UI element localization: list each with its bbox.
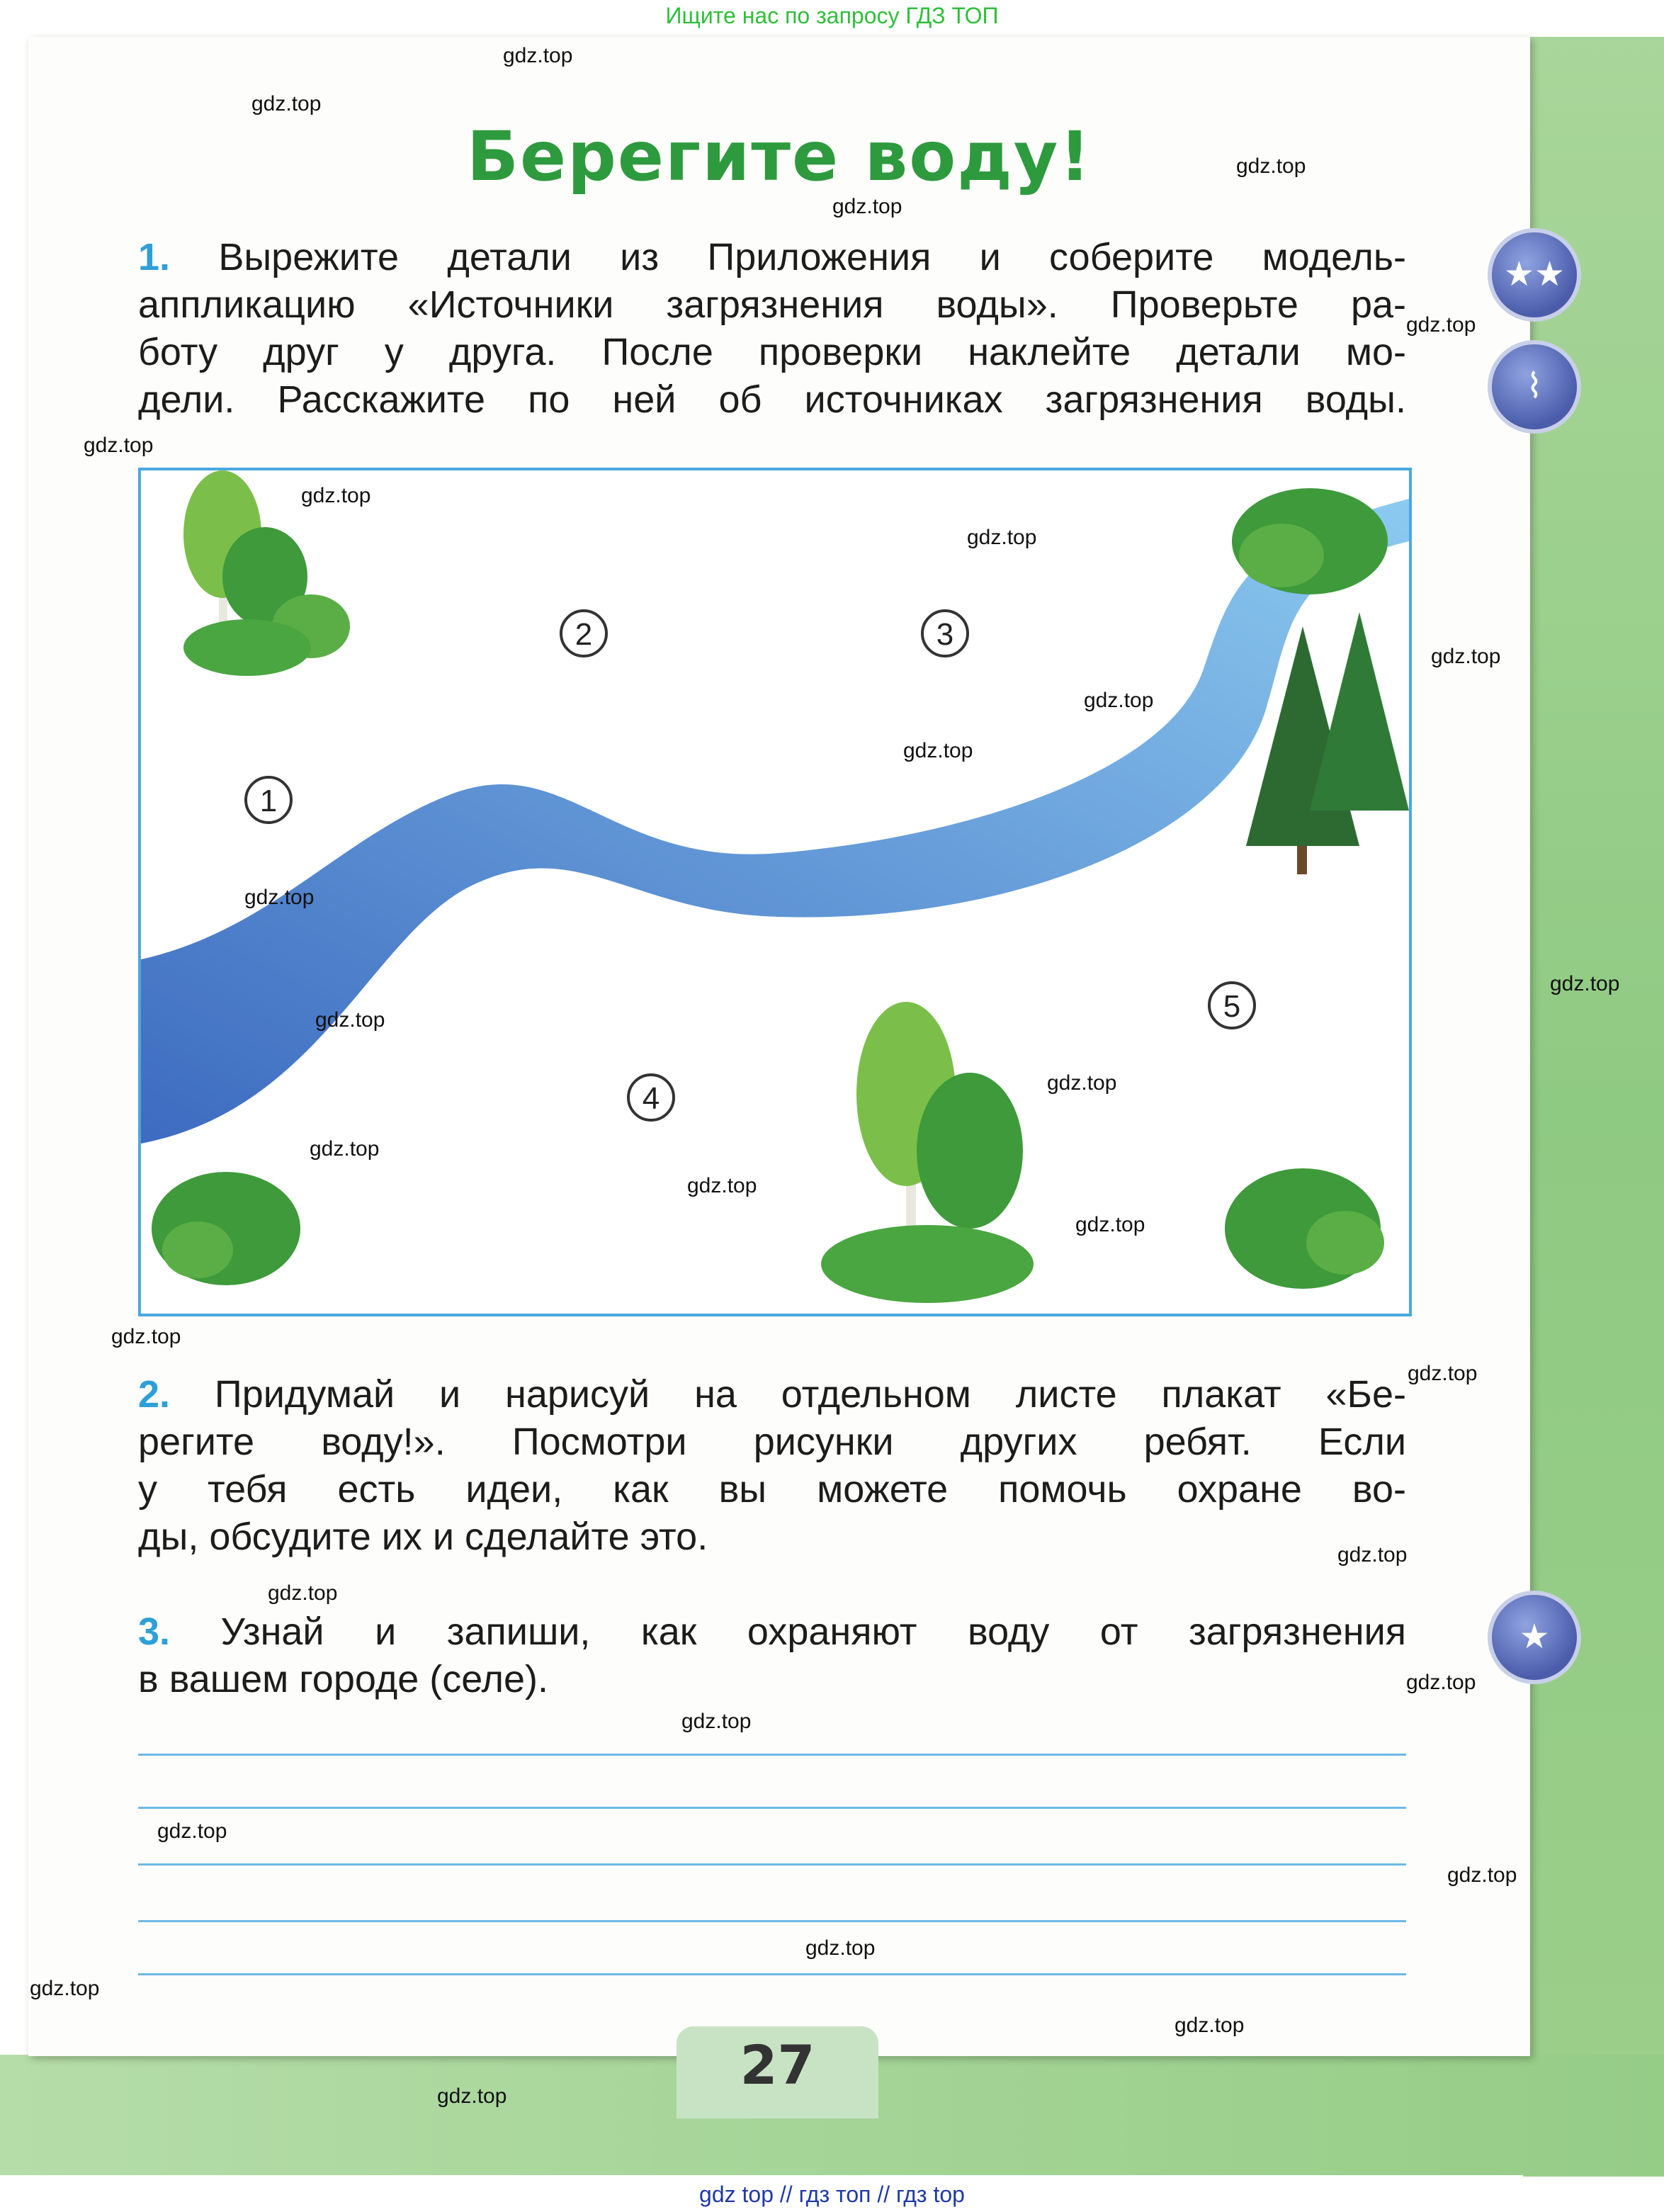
watermark: gdz.top (310, 1137, 380, 1161)
watermark: gdz.top (1075, 1213, 1145, 1236)
watermark: gdz.top (30, 1977, 100, 2000)
watermark: gdz.top (84, 434, 154, 457)
task-1-number: 1. (138, 236, 171, 278)
task-2 (138, 1371, 1406, 1561)
watermark: gdz.top (1406, 1671, 1476, 1694)
page-title: Берегите воду! (466, 117, 1092, 196)
writing-line[interactable] (138, 1973, 1406, 1975)
marker-5-label: 5 (1223, 989, 1241, 1024)
watermark: gdz.top (1175, 2014, 1245, 2037)
watermark: gdz.top (301, 484, 371, 507)
bush-bottom-left (152, 1172, 300, 1285)
marker-4 (628, 1075, 674, 1120)
top-banner[interactable]: Ищите нас по запросу ГДЗ ТОП (665, 3, 999, 28)
marker-3 (922, 611, 968, 656)
watermark: gdz.top (903, 739, 973, 762)
paperclip-icon[interactable]: ⌇ (1488, 340, 1581, 434)
task-2-line: у тебя есть идеи, как вы можете помочь охране во- (138, 1468, 1406, 1511)
watermark: gdz.top (687, 1174, 757, 1197)
watermark: gdz.top (1431, 645, 1501, 668)
watermark: gdz.top (503, 44, 573, 67)
marker-5 (1209, 983, 1255, 1028)
marker-2 (561, 611, 606, 656)
watermark: gdz.top (1047, 1071, 1117, 1095)
task-2-line: Придумай и нарисуй на отдельном листе плакат «Бе- (214, 1373, 1406, 1416)
watermark: gdz.top (1408, 1362, 1478, 1385)
task-3-line: в вашем городе (селе). (138, 1658, 548, 1700)
watermark: gdz.top (1337, 1543, 1408, 1567)
watermark: gdz.top (1550, 972, 1620, 995)
watermark: gdz.top (315, 1008, 385, 1032)
task-2-number: 2. (138, 1373, 171, 1416)
writing-line[interactable] (138, 1807, 1406, 1809)
writing-line[interactable] (138, 1754, 1406, 1756)
watermark: gdz.top (1406, 313, 1476, 337)
task-2-line: ды, обсудите их и сделайте это. (138, 1516, 708, 1558)
task-1-line: аппликацию «Источники загрязнения воды». Проверьте ра- (138, 283, 1406, 326)
watermark: gdz.top (111, 1325, 181, 1348)
marker-1-label: 1 (259, 784, 278, 818)
watermark: gdz.top (681, 1710, 752, 1733)
marker-4-label: 4 (642, 1081, 660, 1116)
watermark: gdz.top (437, 2084, 507, 2108)
writing-line[interactable] (138, 1863, 1406, 1866)
task-3-line: Узнай и запиши, как охраняют воду от загрязнения (220, 1610, 1406, 1653)
watermark: gdz.top (268, 1581, 338, 1605)
bottom-banner[interactable]: gdz top // гдз топ // гдз top (699, 2182, 965, 2207)
tree-bottom-center (821, 1002, 1034, 1303)
watermark: gdz.top (1447, 1863, 1517, 1887)
watermark: gdz.top (1084, 689, 1154, 712)
task-1-line: Вырежите детали из Приложения и соберите модель- (218, 236, 1406, 278)
stars-icon[interactable]: ★★ (1488, 228, 1581, 322)
task-1-line: дели. Расскажите по ней об источниках загрязнения воды. (138, 378, 1406, 421)
tree-top-right (1232, 488, 1388, 594)
task-2-line: регите воду!». Посмотри рисунки других ребят. Если (138, 1421, 1406, 1463)
marker-2-label: 2 (575, 617, 593, 652)
watermark: gdz.top (251, 92, 322, 115)
writing-line[interactable] (138, 1920, 1406, 1922)
bush-bottom-right (1225, 1168, 1384, 1289)
river-map (138, 468, 1412, 1316)
river (141, 499, 1409, 1144)
task-3 (138, 1608, 1406, 1703)
marker-3-label: 3 (936, 617, 954, 652)
watermark: gdz.top (157, 1819, 227, 1843)
task-1 (138, 234, 1406, 424)
watermark: gdz.top (805, 1936, 876, 1960)
task-1-line: боту друг у друга. После проверки наклейте детали мо- (138, 331, 1406, 373)
watermark: gdz.top (967, 526, 1037, 549)
watermark: gdz.top (1236, 154, 1306, 178)
watermark: gdz.top (832, 195, 902, 218)
marker-1 (246, 777, 291, 823)
watermark: gdz.top (244, 886, 315, 909)
task-3-number: 3. (138, 1610, 171, 1653)
river-illustration (141, 470, 1409, 1314)
page-number: 27 (740, 2033, 815, 2097)
star-icon[interactable]: ★ (1488, 1591, 1581, 1684)
